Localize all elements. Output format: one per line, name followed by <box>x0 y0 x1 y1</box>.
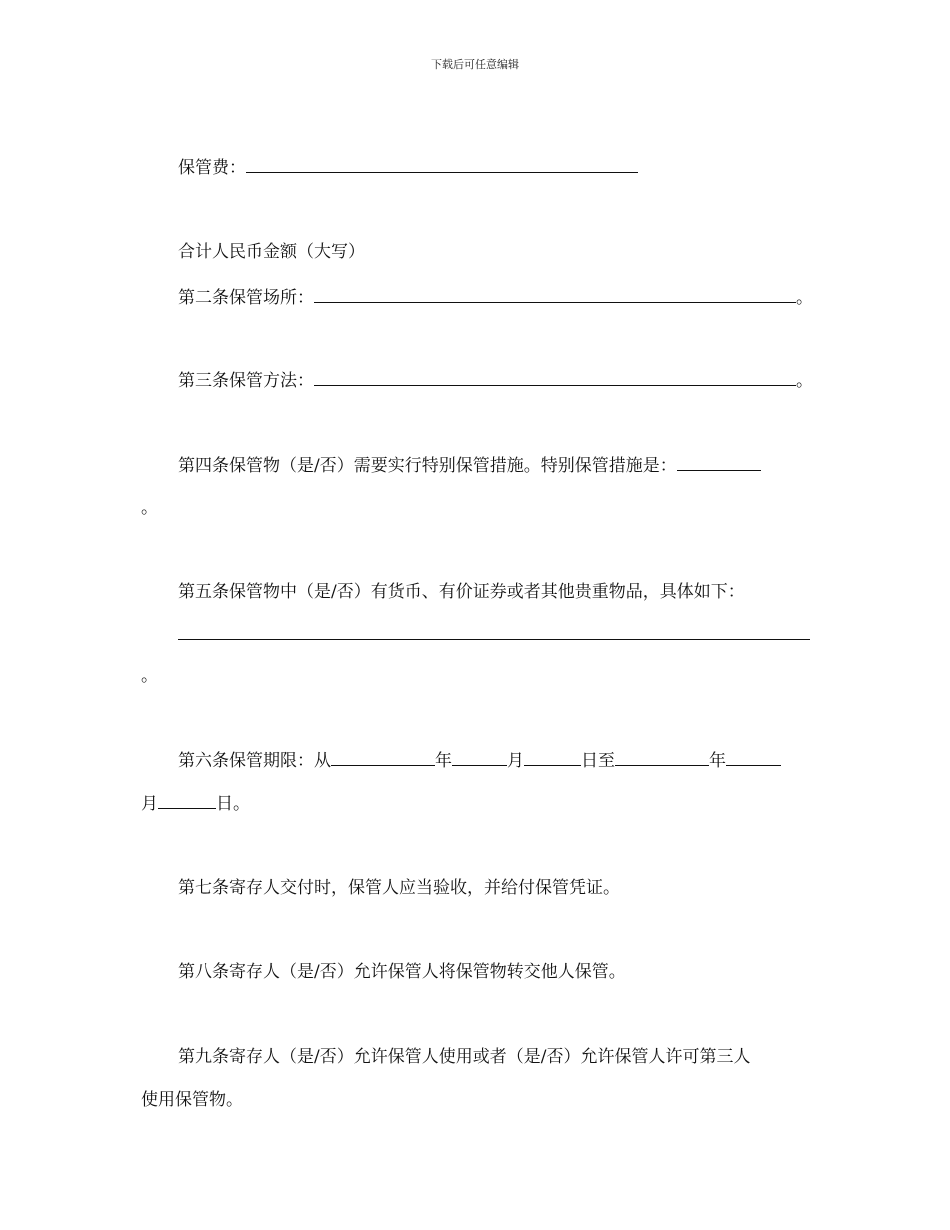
storage-location-blank[interactable] <box>314 285 796 303</box>
article-4-line <box>178 453 761 478</box>
start-month-blank[interactable] <box>452 748 507 766</box>
article-9-line1: 第九条寄存人（是/否）允许保管人使用或者（是/否）允许保管人许可第三人 <box>178 1047 751 1067</box>
end-day-blank[interactable] <box>158 791 216 809</box>
article-2-label: 第二条保管场所： <box>178 288 314 308</box>
article-9-line2: 使用保管物。 <box>141 1090 243 1110</box>
article-3-line <box>178 368 813 393</box>
end-year-blank[interactable] <box>615 748 709 766</box>
article-7-text: 第七条寄存人交付时，保管人应当验收，并给付保管凭证。 <box>178 878 620 898</box>
article-4-text: 第四条保管物（是/否）需要实行特别保管措施。特别保管措施是： <box>178 456 677 476</box>
fee-blank[interactable] <box>246 155 638 173</box>
fee-line <box>178 155 638 180</box>
month-label: 月 <box>507 751 524 771</box>
article-6-line <box>178 748 781 773</box>
article-3-label: 第三条保管方法： <box>178 371 314 391</box>
article-5-text: 第五条保管物中（是/否）有货币、有价证券或者其他贵重物品，具体如下： <box>178 582 745 602</box>
article-5-end: 。 <box>141 666 158 686</box>
year-label: 年 <box>435 751 452 771</box>
page-header: 下载后可任意编辑 <box>431 58 519 71</box>
year2-label: 年 <box>709 751 726 771</box>
article-2-line <box>178 285 813 310</box>
article-8-text: 第八条寄存人（是/否）允许保管人将保管物转交他人保管。 <box>178 962 626 982</box>
start-day-blank[interactable] <box>524 748 581 766</box>
month2-label: 月 <box>141 794 158 814</box>
storage-method-blank[interactable] <box>314 368 796 386</box>
article-4-end: 。 <box>141 498 158 518</box>
fee-label: 保管费： <box>178 158 246 178</box>
day-end-label: 日。 <box>216 794 250 814</box>
special-measures-blank[interactable] <box>677 453 761 471</box>
total-amount-label: 合计人民币金额（大写） <box>178 242 365 262</box>
article-6-label: 第六条保管期限：从 <box>178 751 331 771</box>
article-3-end: 。 <box>796 371 813 391</box>
article-6-line2 <box>141 791 250 816</box>
valuables-blank[interactable] <box>178 639 810 640</box>
day-to-label: 日至 <box>581 751 615 771</box>
end-month-blank[interactable] <box>726 748 781 766</box>
start-year-blank[interactable] <box>331 748 435 766</box>
article-2-end: 。 <box>796 288 813 308</box>
